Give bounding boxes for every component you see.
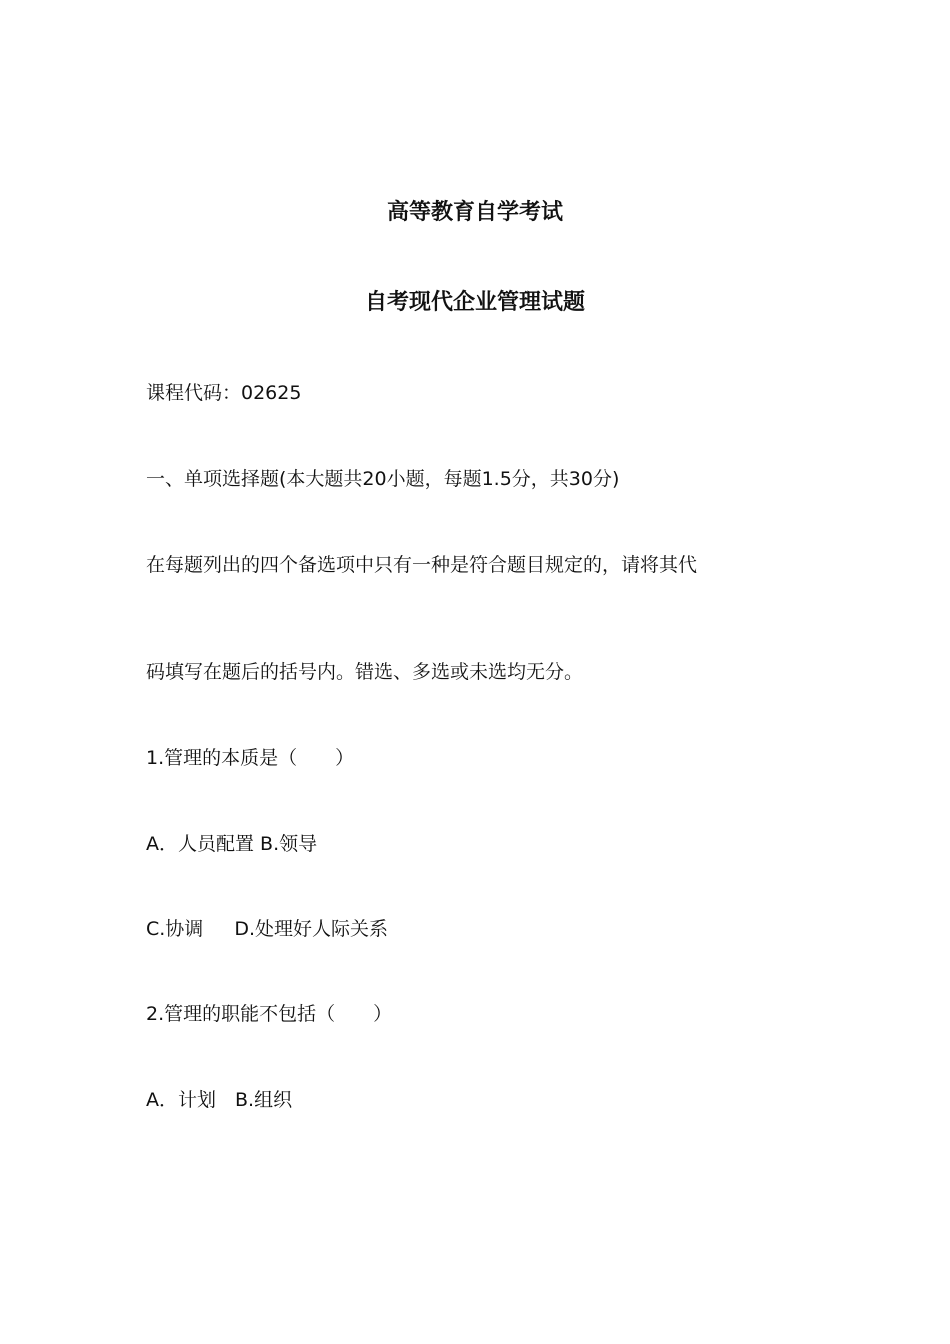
- question-1-options-row-1: A．人员配置 B.领导: [146, 833, 318, 855]
- question-1-stem: 1.管理的本质是（ ）: [146, 747, 355, 769]
- question-2-stem: 2.管理的职能不包括（ ）: [146, 1003, 393, 1025]
- question-1-options-row-2: C.协调 D.处理好人际关系: [146, 918, 389, 940]
- course-code: 课程代码：02625: [146, 382, 302, 404]
- section-heading: 一、单项选择题(本大题共20小题，每题1.5分，共30分): [146, 468, 620, 490]
- instruction-line-2: 码填写在题后的括号内。错选、多选或未选均无分。: [146, 661, 584, 683]
- instruction-line-1: 在每题列出的四个备选项中只有一种是符合题目规定的，请将其代: [146, 554, 698, 576]
- document-subtitle: 自考现代企业管理试题: [364, 290, 585, 315]
- question-2-options-row-1: A．计划 B.组织: [146, 1089, 293, 1111]
- document-title: 高等教育自学考试: [386, 200, 563, 225]
